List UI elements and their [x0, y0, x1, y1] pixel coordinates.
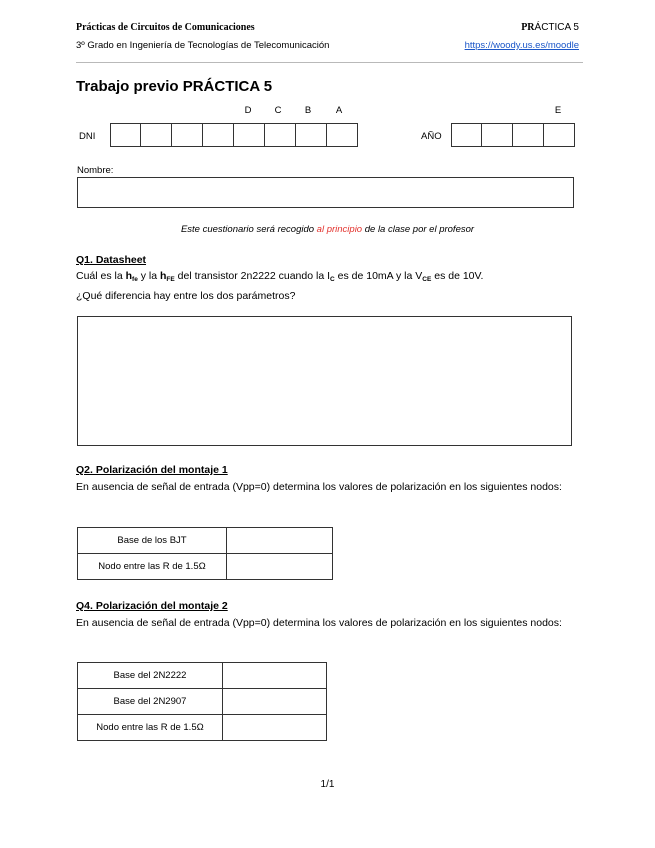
vce-subscript: CE	[422, 276, 432, 283]
dni-boxes	[110, 123, 358, 147]
q4-node-label: Base del 2N2907	[78, 689, 223, 715]
year-boxes	[451, 123, 575, 147]
year-box[interactable]	[544, 123, 575, 147]
name-field[interactable]	[77, 177, 574, 208]
q1-line-2: ¿Qué diferencia hay entre los dos parámetros?	[76, 290, 296, 302]
practice-label-bold: PR	[521, 22, 535, 33]
q4-heading: Q4. Polarización del montaje 2	[76, 600, 228, 612]
q1-text-part: es de 10mA y la V	[334, 270, 423, 282]
q4-node-label: Base del 2N2222	[78, 663, 223, 689]
page-number: 1/1	[320, 779, 335, 790]
course-name: Prácticas de Circuitos de Comunicaciones	[76, 22, 255, 33]
q2-heading: Q2. Polarización del montaje 1	[76, 464, 228, 476]
q1-text-part: es de 10V.	[431, 270, 484, 282]
table-row	[78, 715, 327, 741]
dni-box[interactable]	[141, 123, 172, 147]
ic-subscript: C	[330, 276, 335, 283]
dni-box[interactable]	[327, 123, 358, 147]
dni-label: DNI	[79, 131, 96, 142]
practice-label	[521, 22, 579, 33]
q4-text: En ausencia de señal de entrada (Vpp=0) determina los valores de polarización en los siguientes nodos:	[76, 617, 562, 629]
q4-node-label: Nodo entre las R de 1.5Ω	[78, 715, 223, 741]
table-row	[78, 554, 333, 580]
dni-box[interactable]	[172, 123, 203, 147]
dni-box[interactable]	[110, 123, 141, 147]
q2-node-label: Nodo entre las R de 1.5Ω	[78, 554, 227, 580]
moodle-link[interactable]: https://woody.us.es/moodle	[464, 40, 579, 51]
dni-box[interactable]	[203, 123, 234, 147]
dni-letter-d: D	[244, 105, 252, 116]
dni-letter-b: B	[304, 105, 312, 116]
collection-note	[0, 224, 655, 235]
note-after: de la clase por el profesor	[362, 224, 475, 235]
q2-answer-cell[interactable]	[227, 554, 333, 580]
q1-heading: Q1. Datasheet	[76, 254, 147, 266]
q1-answer-box[interactable]	[77, 316, 572, 446]
dni-box[interactable]	[234, 123, 265, 147]
table-row	[78, 528, 333, 554]
practice-label-rest: ÁCTICA 5	[534, 22, 579, 33]
name-label: Nombre:	[77, 165, 114, 176]
hfe-subscript: fe	[132, 276, 138, 283]
dni-box[interactable]	[265, 123, 296, 147]
q4-answer-cell[interactable]	[223, 689, 327, 715]
q2-node-label: Base de los BJT	[78, 528, 227, 554]
year-letter-e: E	[554, 105, 562, 116]
q2-table	[77, 527, 333, 580]
table-row	[78, 689, 327, 715]
q1-text	[76, 268, 576, 304]
q1-text-part: y la	[137, 270, 160, 282]
q4-table	[77, 662, 327, 741]
dni-box[interactable]	[296, 123, 327, 147]
q1-text-part: Cuál es la	[76, 270, 126, 282]
q1-text-part: del transistor 2n2222 cuando la I	[174, 270, 331, 282]
hFE-subscript: FE	[166, 276, 175, 283]
hFE-symbol: h	[160, 270, 167, 282]
note-highlight: al principio	[316, 224, 363, 235]
dni-letter-a: A	[335, 105, 343, 116]
q1-line-1	[76, 268, 576, 288]
year-box[interactable]	[513, 123, 544, 147]
q4-answer-cell[interactable]	[223, 663, 327, 689]
page-title: Trabajo previo PRÁCTICA 5	[76, 78, 273, 95]
note-before: Este cuestionario será recogido	[180, 224, 317, 235]
q2-answer-cell[interactable]	[227, 528, 333, 554]
hfe-symbol: h	[125, 270, 133, 282]
header-divider	[76, 62, 583, 63]
year-box[interactable]	[451, 123, 482, 147]
q4-answer-cell[interactable]	[223, 715, 327, 741]
table-row	[78, 663, 327, 689]
degree-name: 3º Grado en Ingeniería de Tecnologías de Telecomunicación	[76, 40, 330, 51]
dni-letter-c: C	[274, 105, 282, 116]
q2-text: En ausencia de señal de entrada (Vpp=0) determina los valores de polarización en los siguientes nodos:	[76, 481, 562, 493]
year-box[interactable]	[482, 123, 513, 147]
year-label: AÑO	[421, 131, 442, 142]
